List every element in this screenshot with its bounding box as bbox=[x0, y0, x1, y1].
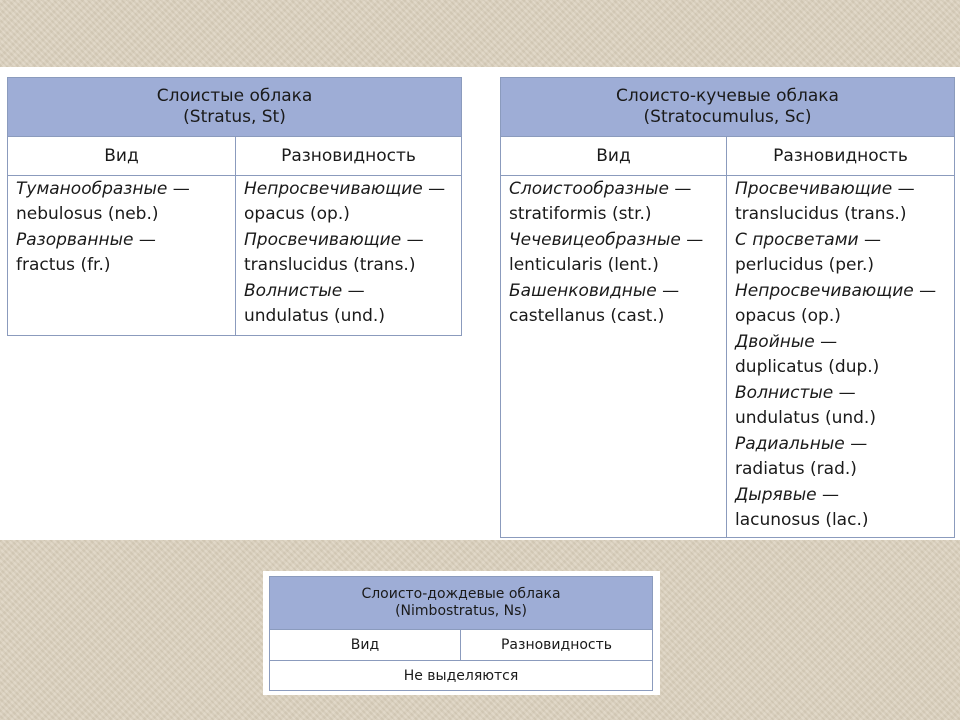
nimbostratus-title: Слоисто-дождевые облака bbox=[361, 585, 561, 602]
list-item: Слоистообразные — stratiformis (str.) bbox=[509, 179, 692, 224]
stratocumulus-table bbox=[500, 77, 955, 538]
list-item: Волнистые — undulatus (und.) bbox=[735, 383, 876, 428]
stratocumulus-header bbox=[501, 78, 955, 137]
list-item: Чечевицеобразные — lenticularis (lent.) bbox=[509, 230, 704, 275]
list-item: Просвечивающие — translucidus (trans.) bbox=[244, 230, 424, 275]
list-item: Волнистые — undulatus (und.) bbox=[244, 281, 385, 326]
list-item: Просвечивающие — translucidus (trans.) bbox=[735, 179, 915, 224]
nimbostratus-none-cell: Не выделяются bbox=[270, 661, 653, 691]
list-item: Башенковидные — castellanus (cast.) bbox=[509, 281, 680, 326]
stratus-col-kind: Вид bbox=[8, 137, 236, 176]
nimbostratus-col-kind: Вид bbox=[270, 630, 461, 661]
list-item: Непросвечивающие — opacus (op.) bbox=[244, 179, 446, 224]
stratus-col-variety: Разновидность bbox=[236, 137, 462, 176]
list-item: Дырявые — lacunosus (lac.) bbox=[735, 485, 869, 530]
stratus-title: Слоистые облака bbox=[156, 85, 313, 106]
stratus-kinds-cell bbox=[8, 176, 236, 336]
list-item: Двойные — duplicatus (dup.) bbox=[735, 332, 880, 377]
list-item: С просветами — perlucidus (per.) bbox=[735, 230, 882, 275]
nimbostratus-table bbox=[269, 576, 653, 691]
stratus-table bbox=[7, 77, 462, 336]
stratus-latin: (Stratus, St) bbox=[183, 107, 286, 127]
nimbostratus-header bbox=[270, 577, 653, 630]
stratus-varieties-cell bbox=[236, 176, 462, 336]
stratocumulus-col-kind: Вид bbox=[501, 137, 727, 176]
stratocumulus-varieties-cell bbox=[727, 176, 955, 538]
nimbostratus-latin: (Nimbostratus, Ns) bbox=[395, 603, 527, 619]
list-item: Туманообразные — nebulosus (neb.) bbox=[16, 179, 190, 224]
stratocumulus-title: Слоисто-кучевые облака bbox=[616, 85, 839, 106]
list-item: Непросвечивающие — opacus (op.) bbox=[735, 281, 937, 326]
list-item: Разорванные — fractus (fr.) bbox=[16, 230, 156, 275]
stratocumulus-col-variety: Разновидность bbox=[727, 137, 955, 176]
list-item: Радиальные — radiatus (rad.) bbox=[735, 434, 868, 479]
stratus-header bbox=[8, 78, 462, 137]
nimbostratus-col-variety: Разновидность bbox=[461, 630, 653, 661]
stratocumulus-kinds-cell bbox=[501, 176, 727, 538]
stratocumulus-latin: (Stratocumulus, Sc) bbox=[643, 107, 812, 127]
